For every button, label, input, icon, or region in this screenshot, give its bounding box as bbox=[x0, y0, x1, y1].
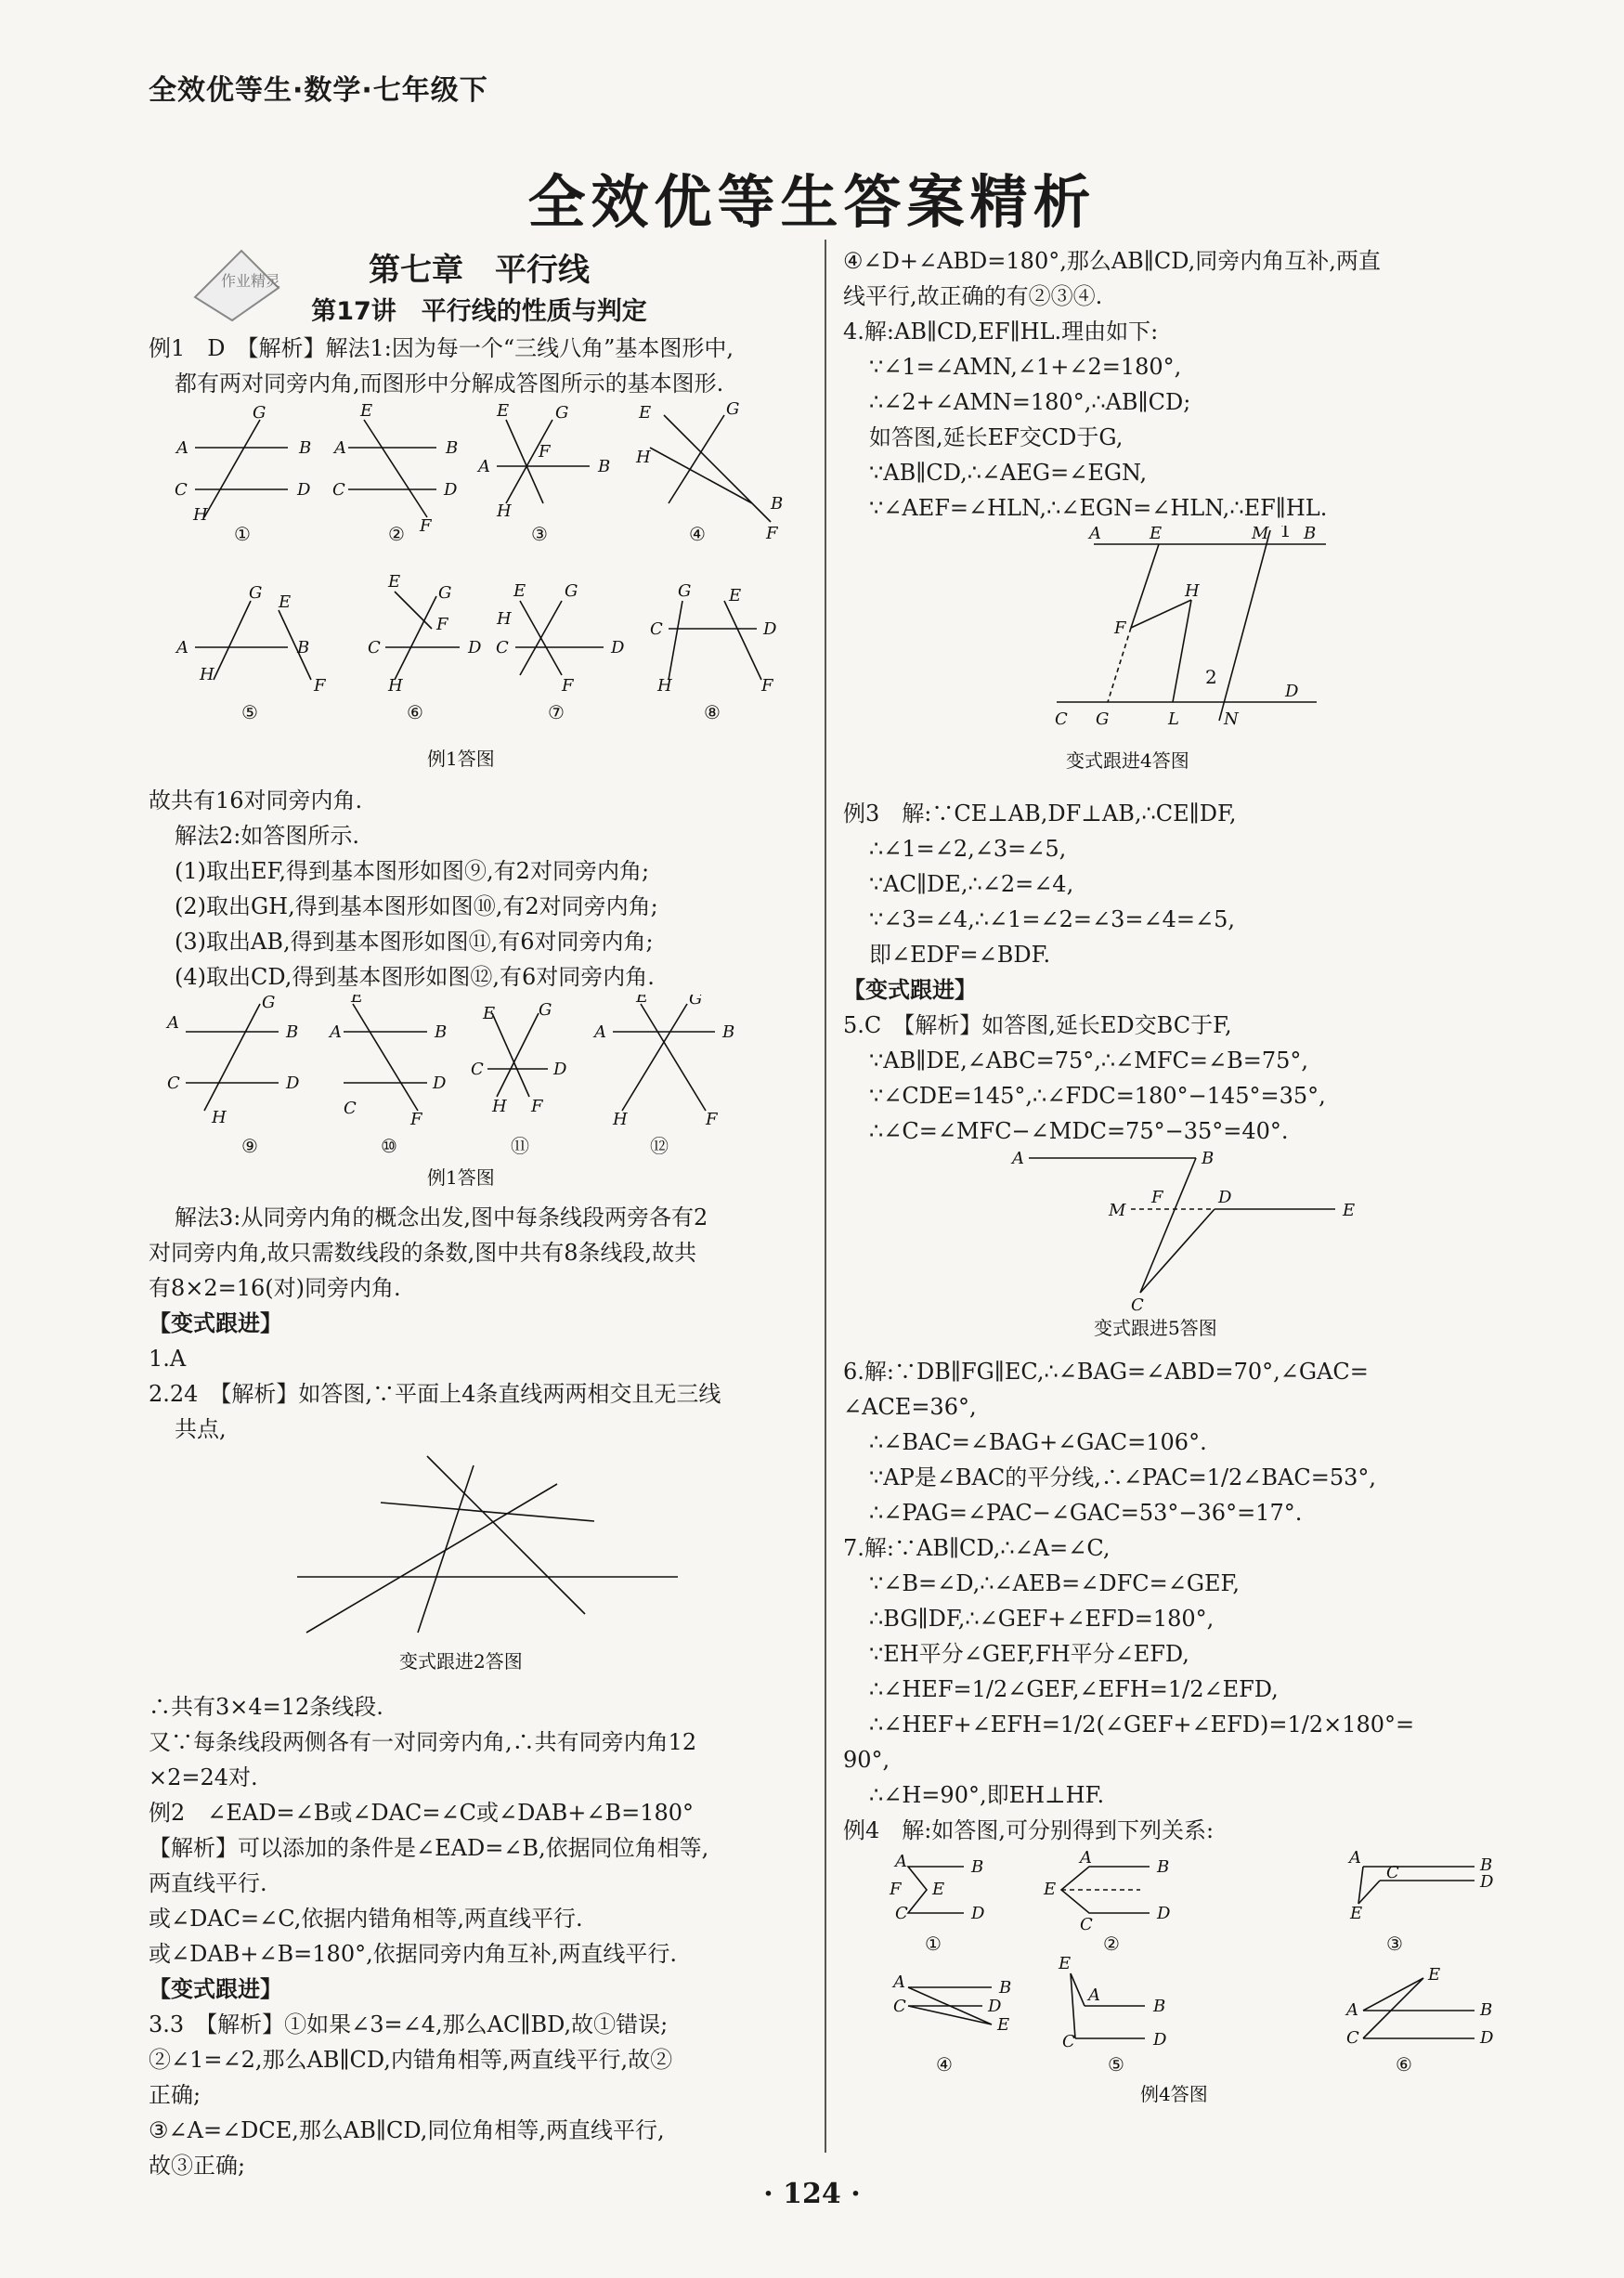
text-line: 或∠DAB+∠B=180°,依据同旁内角互补,两直线平行. bbox=[149, 1941, 677, 1967]
svg-text:F: F bbox=[1151, 1188, 1163, 1207]
example1-figure-a bbox=[149, 401, 810, 773]
svg-text:D: D bbox=[444, 480, 458, 500]
svg-text:E: E bbox=[729, 586, 742, 605]
svg-text:A: A bbox=[1088, 1985, 1100, 2005]
example1-figure-b bbox=[149, 995, 810, 1190]
text-line: 例4 解:如答图,可分别得到下列关系: bbox=[843, 1817, 1215, 1843]
text-line: ②∠1=∠2,那么AB∥CD,内错角相等,两直线平行,故② bbox=[149, 2047, 673, 2073]
svg-text:E: E bbox=[1150, 526, 1163, 543]
section-label: 【变式跟进】 bbox=[843, 977, 977, 1003]
svg-text:G: G bbox=[565, 581, 578, 601]
right-column bbox=[843, 243, 1504, 2118]
svg-text:A: A bbox=[1080, 1848, 1092, 1868]
text-line: 【解析】可以添加的条件是∠EAD=∠B,依据同位角相等, bbox=[149, 1835, 709, 1861]
text-line: 如答图,延长EF交CD于G, bbox=[869, 424, 1124, 450]
text-line: 例1 D 【解析】解法1:因为每一个“三线八角”基本图形中, bbox=[149, 335, 734, 361]
svg-text:D: D bbox=[553, 1060, 567, 1079]
figure-caption: 例1答图 bbox=[427, 748, 495, 770]
svg-text:C: C bbox=[167, 1074, 180, 1093]
text-line: ∵AP是∠BAC的平分线,∴∠PAC=1/2∠BAC=53°, bbox=[869, 1464, 1377, 1490]
text-line: ④∠D+∠ABD=180°,那么AB∥CD,同旁内角互补,两直 bbox=[843, 248, 1381, 274]
svg-text:F: F bbox=[890, 1880, 902, 1899]
figure-number: ⑥ bbox=[407, 701, 423, 723]
text-line: ∴∠C=∠MFC−∠MDC=75°−35°=40°. bbox=[869, 1118, 1289, 1144]
text-line: 例2 ∠EAD=∠B或∠DAC=∠C或∠DAB+∠B=180° bbox=[149, 1800, 695, 1826]
basic-figure-8 bbox=[650, 581, 777, 723]
svg-text:D: D bbox=[286, 1074, 300, 1093]
running-header: 全效优等生·数学·七年级下 bbox=[149, 74, 488, 107]
basic-figure-5 bbox=[175, 583, 327, 723]
svg-text:G: G bbox=[689, 995, 703, 1009]
svg-text:B: B bbox=[446, 438, 459, 458]
svg-text:B: B bbox=[1304, 526, 1317, 543]
figure-number: ⑩ bbox=[381, 1135, 397, 1157]
svg-text:D: D bbox=[1157, 1904, 1171, 1923]
svg-text:E: E bbox=[1059, 1954, 1072, 1973]
svg-text:E: E bbox=[636, 995, 649, 1007]
svg-text:G: G bbox=[539, 1000, 552, 1020]
svg-text:D: D bbox=[433, 1074, 447, 1093]
svg-text:C: C bbox=[1080, 1915, 1093, 1934]
page-title: 全效优等生答案精析 bbox=[527, 168, 1097, 236]
svg-text:E: E bbox=[279, 592, 292, 612]
text-line: ∠ACE=36°, bbox=[843, 1394, 977, 1420]
svg-text:C: C bbox=[344, 1099, 357, 1118]
svg-text:C: C bbox=[175, 480, 188, 500]
figure-number: ④ bbox=[689, 523, 706, 545]
svg-text:C: C bbox=[895, 1904, 908, 1923]
svg-text:G: G bbox=[249, 583, 263, 603]
text-line: ∵∠1=∠AMN,∠1+∠2=180°, bbox=[869, 354, 1182, 380]
variant4-figure bbox=[843, 526, 1504, 786]
svg-text:C: C bbox=[650, 619, 663, 639]
basic-figure-4 bbox=[635, 401, 783, 545]
text-line: 90°, bbox=[843, 1747, 890, 1773]
basic-figure-11 bbox=[471, 1000, 567, 1157]
text-line: ∵AB∥DE,∠ABC=75°,∴∠MFC=∠B=75°, bbox=[869, 1048, 1308, 1074]
svg-text:E: E bbox=[1350, 1904, 1363, 1923]
text-line: ∴∠HEF=1/2∠GEF,∠EFH=1/2∠EFD, bbox=[869, 1676, 1279, 1702]
svg-text:L: L bbox=[1168, 709, 1179, 729]
svg-text:F: F bbox=[562, 676, 574, 696]
svg-text:A: A bbox=[1346, 2000, 1358, 2020]
svg-text:A: A bbox=[167, 1013, 179, 1033]
svg-text:C: C bbox=[893, 1997, 906, 2016]
relation-figure-2 bbox=[1043, 1848, 1171, 1955]
text-line: 共点, bbox=[175, 1416, 227, 1442]
text-line: 两直线平行. bbox=[149, 1870, 267, 1896]
figure-number: ⑥ bbox=[1396, 2053, 1412, 2076]
svg-text:G: G bbox=[555, 403, 569, 423]
svg-text:1: 1 bbox=[1280, 526, 1292, 541]
figure-number: ② bbox=[388, 523, 405, 545]
svg-text:F: F bbox=[1114, 618, 1126, 638]
svg-text:H: H bbox=[497, 609, 512, 629]
variant2-figure bbox=[149, 1447, 810, 1679]
svg-text:E: E bbox=[1343, 1201, 1356, 1220]
svg-text:F: F bbox=[410, 1110, 422, 1129]
svg-text:G: G bbox=[253, 403, 266, 423]
svg-text:F: F bbox=[314, 676, 326, 696]
svg-text:D: D bbox=[1218, 1188, 1232, 1207]
svg-text:C: C bbox=[471, 1060, 484, 1079]
svg-text:E: E bbox=[360, 401, 373, 421]
svg-text:C: C bbox=[332, 480, 345, 500]
svg-text:A: A bbox=[895, 1852, 907, 1871]
svg-text:E: E bbox=[388, 572, 401, 592]
text-line: 故共有16对同旁内角. bbox=[149, 788, 363, 814]
svg-text:H: H bbox=[200, 665, 214, 684]
text-line: ③∠A=∠DCE,那么AB∥CD,同位角相等,两直线平行, bbox=[149, 2117, 665, 2143]
svg-text:D: D bbox=[1153, 2030, 1167, 2050]
text-line: 都有两对同旁内角,而图形中分解成答图所示的基本图形. bbox=[175, 371, 724, 397]
svg-text:F: F bbox=[539, 442, 551, 462]
svg-text:C: C bbox=[1055, 709, 1068, 729]
svg-text:F: F bbox=[761, 676, 773, 696]
figure-number: ③ bbox=[1386, 1933, 1403, 1955]
svg-text:E: E bbox=[497, 401, 510, 421]
svg-text:A: A bbox=[176, 438, 188, 458]
svg-text:B: B bbox=[971, 1857, 984, 1877]
figure-number: ⑫ bbox=[650, 1135, 669, 1157]
svg-text:E: E bbox=[351, 995, 364, 1007]
text-line: 即∠EDF=∠BDF. bbox=[869, 942, 1051, 968]
basic-figure-6 bbox=[368, 572, 482, 723]
text-line: 例3 解:∵CE⊥AB,DF⊥AB,∴CE∥DF, bbox=[843, 801, 1237, 827]
svg-text:B: B bbox=[1153, 1997, 1166, 2016]
svg-text:C: C bbox=[1131, 1295, 1144, 1315]
text-line: ∴∠BAC=∠BAG+∠GAC=106°. bbox=[869, 1429, 1207, 1455]
svg-text:B: B bbox=[1480, 1855, 1493, 1875]
svg-text:H: H bbox=[492, 1097, 507, 1116]
basic-figure-3 bbox=[476, 401, 610, 545]
svg-text:D: D bbox=[1480, 2028, 1494, 2048]
text-line: ∴∠HEF+∠EFH=1/2(∠GEF+∠EFD)=1/2×180°= bbox=[869, 1712, 1415, 1738]
figure-number: ⑪ bbox=[511, 1135, 529, 1157]
svg-text:D: D bbox=[971, 1904, 985, 1923]
variant5-figure bbox=[843, 1149, 1504, 1344]
svg-text:B: B bbox=[722, 1022, 735, 1042]
section-label: 【变式跟进】 bbox=[149, 1976, 282, 2002]
text-line: 解法3:从同旁内角的概念出发,图中每条线段两旁各有2 bbox=[175, 1204, 708, 1230]
svg-text:E: E bbox=[483, 1004, 496, 1023]
text-line: 5.C 【解析】如答图,延长ED交BC于F, bbox=[843, 1012, 1232, 1038]
svg-text:B: B bbox=[1157, 1857, 1170, 1877]
text-line: 3.3 【解析】①如果∠3=∠4,那么AC∥BD,故①错误; bbox=[149, 2011, 669, 2037]
column-divider bbox=[825, 240, 826, 2153]
basic-figure-10 bbox=[328, 995, 447, 1157]
text-line: ∴∠2+∠AMN=180°,∴AB∥CD; bbox=[869, 389, 1191, 415]
basic-figure-12 bbox=[592, 995, 734, 1157]
svg-text:A: A bbox=[1012, 1149, 1024, 1168]
svg-text:A: A bbox=[893, 1972, 905, 1992]
svg-text:C: C bbox=[496, 638, 509, 657]
svg-text:E: E bbox=[513, 581, 526, 601]
basic-figure-9 bbox=[165, 995, 300, 1157]
text-line: ∴∠1=∠2,∠3=∠5, bbox=[869, 836, 1067, 862]
text-line: ∴共有3×4=12条线段. bbox=[149, 1694, 383, 1720]
figure-number: ⑤ bbox=[1108, 2053, 1124, 2076]
text-line: 4.解:AB∥CD,EF∥HL.理由如下: bbox=[843, 319, 1159, 345]
text-line: 有8×2=16(对)同旁内角. bbox=[149, 1275, 401, 1301]
text-line: (2)取出GH,得到基本图形如图⑩,有2对同旁内角; bbox=[175, 893, 658, 919]
text-line: ∵∠B=∠D,∴∠AEB=∠DFC=∠GEF, bbox=[869, 1570, 1241, 1596]
figure-caption: 例4答图 bbox=[1140, 2083, 1208, 2105]
figure-number: ⑤ bbox=[241, 701, 258, 723]
svg-text:F: F bbox=[706, 1110, 718, 1129]
svg-text:M: M bbox=[1109, 1201, 1126, 1220]
text-line: (1)取出EF,得到基本图形如图⑨,有2对同旁内角; bbox=[175, 858, 650, 884]
svg-text:C: C bbox=[1386, 1863, 1399, 1882]
svg-text:H: H bbox=[497, 501, 512, 521]
svg-text:B: B bbox=[598, 457, 611, 476]
relation-figure-3 bbox=[1347, 1848, 1494, 1955]
figure-number: ⑨ bbox=[241, 1135, 258, 1157]
svg-text:D: D bbox=[297, 480, 311, 500]
figure-number: ① bbox=[925, 1933, 942, 1955]
figure-number: ④ bbox=[936, 2053, 953, 2076]
svg-text:B: B bbox=[999, 1978, 1012, 1998]
text-line: ×2=24对. bbox=[149, 1764, 258, 1790]
relation-figure-5 bbox=[1058, 1954, 1167, 2076]
figure-number: ② bbox=[1103, 1933, 1120, 1955]
stamp-text: 作业精灵 bbox=[221, 272, 281, 290]
basic-figure-2 bbox=[332, 401, 458, 545]
text-line: 1.A bbox=[149, 1346, 187, 1372]
svg-text:B: B bbox=[1202, 1149, 1215, 1168]
svg-text:G: G bbox=[1096, 709, 1110, 729]
svg-text:N: N bbox=[1224, 709, 1239, 729]
svg-text:A: A bbox=[330, 1022, 342, 1042]
svg-text:B: B bbox=[286, 1022, 299, 1042]
text-line: 解法2:如答图所示. bbox=[175, 823, 359, 849]
figure-number: ③ bbox=[531, 523, 548, 545]
svg-text:E: E bbox=[1428, 1965, 1441, 1985]
svg-text:G: G bbox=[678, 581, 692, 601]
svg-text:D: D bbox=[468, 638, 482, 657]
text-line: ∵∠CDE=145°,∴∠FDC=180°−145°=35°, bbox=[869, 1083, 1326, 1109]
text-line: 又∵每条线段两侧各有一对同旁内角,∴共有同旁内角12 bbox=[149, 1729, 697, 1755]
figure-caption: 变式跟进2答图 bbox=[399, 1650, 523, 1673]
text-line: 7.解:∵AB∥CD,∴∠A=∠C, bbox=[843, 1535, 1111, 1561]
svg-text:H: H bbox=[1185, 581, 1200, 601]
figure-caption: 例1答图 bbox=[427, 1166, 495, 1189]
svg-text:G: G bbox=[262, 995, 276, 1012]
svg-text:G: G bbox=[726, 401, 740, 419]
text-line: ∵AB∥CD,∴∠AEG=∠EGN, bbox=[869, 460, 1148, 486]
svg-text:A: A bbox=[1089, 526, 1101, 543]
svg-text:E: E bbox=[1044, 1880, 1057, 1899]
svg-text:F: F bbox=[436, 615, 448, 634]
basic-figure-7 bbox=[496, 581, 625, 723]
relation-figure-4 bbox=[891, 1972, 1011, 2076]
figure-number: ⑦ bbox=[548, 701, 565, 723]
svg-text:B: B bbox=[435, 1022, 448, 1042]
text-line: ∵∠AEF=∠HLN,∴∠EGN=∠HLN,∴EF∥HL. bbox=[869, 495, 1328, 521]
text-line: ∵∠3=∠4,∴∠1=∠2=∠3=∠4=∠5, bbox=[869, 906, 1235, 932]
svg-text:A: A bbox=[334, 438, 346, 458]
svg-text:A: A bbox=[176, 638, 188, 657]
svg-text:E: E bbox=[997, 2015, 1010, 2035]
svg-text:G: G bbox=[438, 583, 452, 603]
svg-text:B: B bbox=[1480, 2000, 1493, 2020]
svg-text:F: F bbox=[766, 524, 778, 543]
text-line: 6.解:∵DB∥FG∥EC,∴∠BAG=∠ABD=70°,∠GAC= bbox=[843, 1359, 1369, 1385]
svg-text:B: B bbox=[297, 638, 310, 657]
svg-text:D: D bbox=[1285, 682, 1299, 701]
svg-text:E: E bbox=[932, 1880, 945, 1899]
svg-text:H: H bbox=[388, 676, 403, 696]
svg-text:D: D bbox=[1480, 1872, 1494, 1892]
svg-text:H: H bbox=[193, 505, 208, 525]
svg-text:C: C bbox=[1346, 2028, 1359, 2048]
text-line: 对同旁内角,故只需数线段的条数,图中共有8条线段,故共 bbox=[149, 1240, 697, 1266]
svg-text:H: H bbox=[613, 1110, 628, 1129]
svg-text:M: M bbox=[1252, 526, 1269, 543]
relation-figure-1 bbox=[889, 1852, 985, 1955]
svg-text:A: A bbox=[594, 1022, 606, 1042]
svg-text:2: 2 bbox=[1205, 666, 1217, 688]
text-line: ∴∠H=90°,即EH⊥HF. bbox=[869, 1782, 1105, 1808]
svg-text:B: B bbox=[771, 494, 784, 514]
lesson-title: 第17讲 平行线的性质与判定 bbox=[311, 297, 647, 326]
section-label: 【变式跟进】 bbox=[149, 1310, 282, 1336]
text-line: ∴∠PAG=∠PAC−∠GAC=53°−36°=17°. bbox=[869, 1500, 1303, 1526]
text-line: ∵AC∥DE,∴∠2=∠4, bbox=[869, 871, 1074, 897]
text-line: (3)取出AB,得到基本图形如图⑪,有6对同旁内角; bbox=[175, 929, 654, 955]
svg-text:H: H bbox=[212, 1108, 227, 1127]
figure-caption: 变式跟进4答图 bbox=[1066, 749, 1189, 772]
svg-text:A: A bbox=[1349, 1848, 1361, 1868]
text-line: 2.24 【解析】如答图,∵平面上4条直线两两相交且无三线 bbox=[149, 1381, 721, 1407]
page-number: · 124 · bbox=[763, 2178, 861, 2210]
svg-text:C: C bbox=[368, 638, 381, 657]
text-line: ∵EH平分∠GEF,FH平分∠EFD, bbox=[869, 1641, 1189, 1667]
svg-text:D: D bbox=[763, 619, 777, 639]
svg-text:C: C bbox=[1062, 2032, 1075, 2051]
text-line: 正确; bbox=[149, 2082, 201, 2108]
svg-text:D: D bbox=[611, 638, 625, 657]
svg-text:A: A bbox=[478, 457, 490, 476]
svg-text:F: F bbox=[531, 1097, 543, 1116]
svg-text:H: H bbox=[636, 448, 651, 467]
figure-number: ① bbox=[234, 523, 251, 545]
svg-text:E: E bbox=[639, 403, 652, 423]
text-line: 线平行,故正确的有②③④. bbox=[843, 283, 1103, 309]
svg-text:H: H bbox=[657, 676, 672, 696]
text-line: ∴BG∥DF,∴∠GEF+∠EFD=180°, bbox=[869, 1606, 1215, 1632]
chapter-title: 第七章 平行线 bbox=[369, 252, 590, 289]
text-line: 或∠DAC=∠C,依据内错角相等,两直线平行. bbox=[149, 1906, 583, 1932]
svg-text:B: B bbox=[299, 438, 312, 458]
example4-figure bbox=[843, 1848, 1504, 2108]
svg-text:F: F bbox=[420, 516, 432, 536]
figure-caption: 变式跟进5答图 bbox=[1094, 1317, 1217, 1339]
relation-figure-6 bbox=[1345, 1965, 1494, 2076]
svg-text:D: D bbox=[988, 1997, 1002, 2016]
figure-number: ⑧ bbox=[704, 701, 721, 723]
basic-figure-1 bbox=[175, 403, 311, 545]
left-column bbox=[149, 243, 810, 2183]
text-line: (4)取出CD,得到基本图形如图⑫,有6对同旁内角. bbox=[175, 964, 655, 990]
text-line: 故③正确; bbox=[149, 2153, 246, 2179]
